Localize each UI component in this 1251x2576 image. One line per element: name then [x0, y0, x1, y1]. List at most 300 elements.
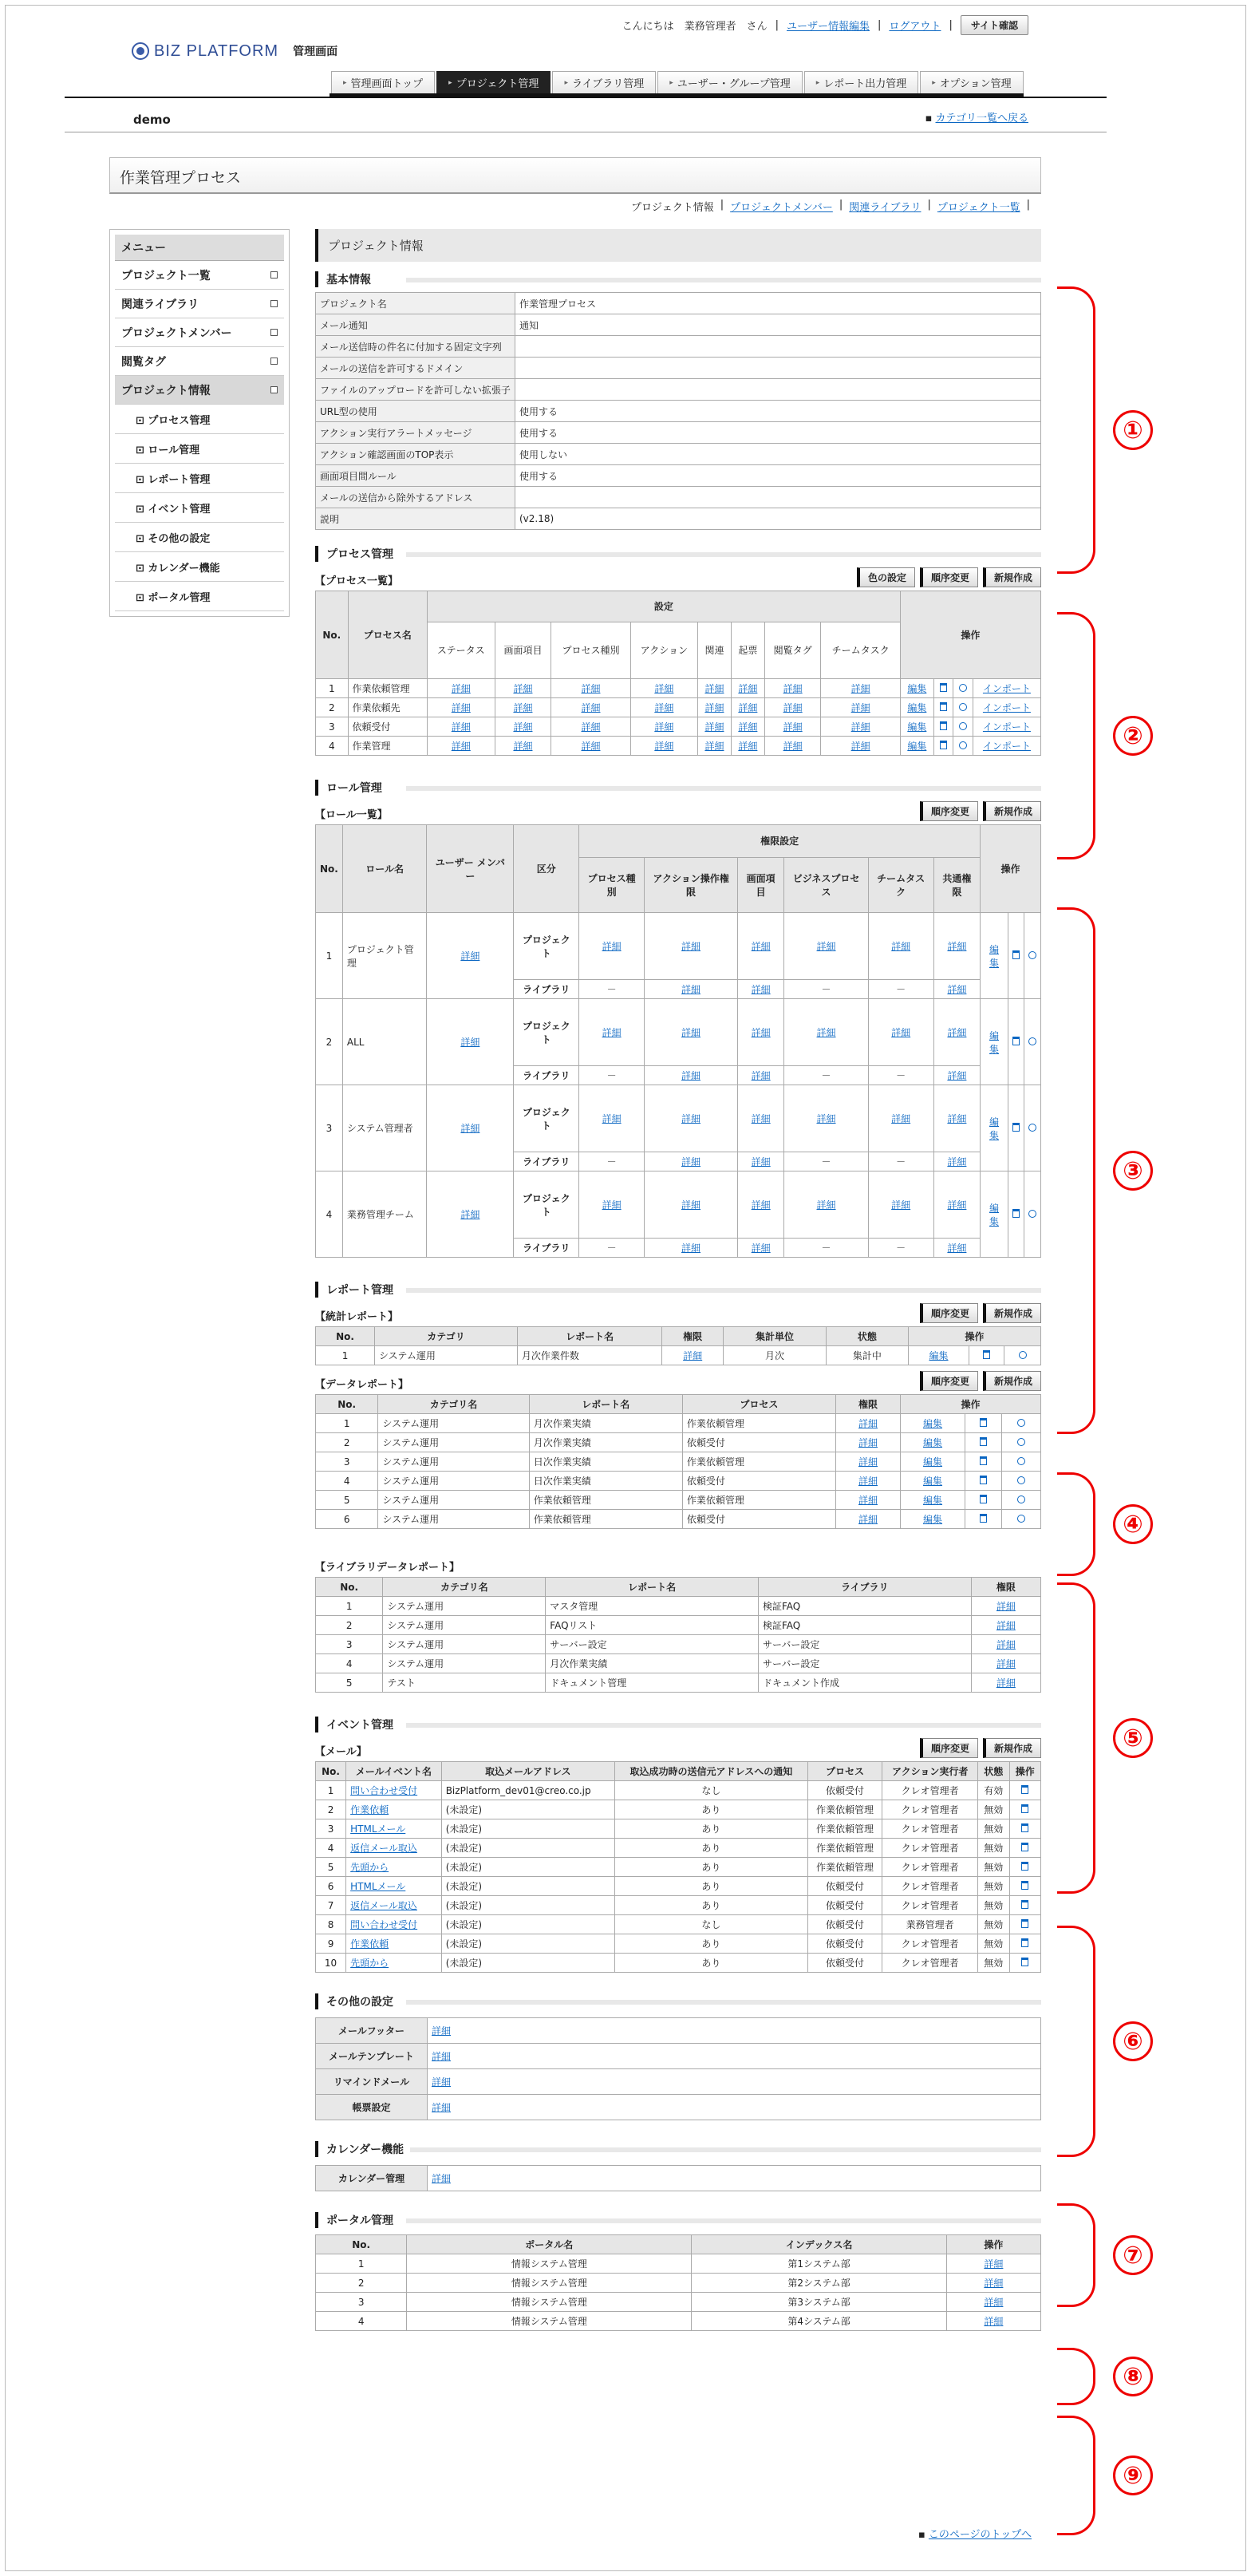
detail-cell: － — [579, 1066, 645, 1085]
detail-link[interactable]: 詳細 — [654, 741, 674, 752]
trash-icon[interactable] — [1021, 1881, 1028, 1890]
detail-link[interactable]: 詳細 — [858, 1495, 878, 1506]
copy-cell — [1024, 999, 1040, 1085]
detail-link[interactable]: 詳細 — [460, 1037, 480, 1048]
detail-link[interactable]: 詳細 — [858, 1514, 878, 1525]
detail-link[interactable]: 返信メール取込 — [350, 1900, 417, 1911]
detail-link[interactable]: 詳細 — [683, 1350, 703, 1361]
trash-icon[interactable] — [1021, 1938, 1028, 1947]
detail-link[interactable]: 詳細 — [704, 702, 724, 713]
gnav-item-3[interactable]: ▸ ユーザー・グループ管理 — [657, 71, 803, 93]
sidebar-subitem[interactable]: ⊡ その他の設定 — [115, 523, 284, 552]
column-subheader: 起票 — [731, 622, 764, 678]
detail-link[interactable]: 詳細 — [984, 2297, 1004, 2308]
detail-link[interactable]: 詳細 — [432, 2051, 452, 2062]
event-name[interactable] — [346, 1934, 442, 1954]
detail-link[interactable]: 作業依頼 — [350, 1938, 389, 1950]
detail-link[interactable]: 詳細 — [738, 702, 758, 713]
trash-icon[interactable] — [1021, 1862, 1028, 1871]
gnav-item-0[interactable]: ▸ 管理画面トップ — [331, 71, 435, 93]
table-row — [316, 1673, 1041, 1693]
detail-link[interactable]: 詳細 — [681, 1156, 701, 1167]
toolbar-button[interactable]: 新規作成 — [983, 801, 1041, 821]
detail-link[interactable]: インポート — [982, 721, 1031, 733]
table-cell — [1009, 1858, 1040, 1877]
detail-link[interactable]: 詳細 — [751, 1070, 771, 1081]
column-subheader: 画面項目 — [737, 857, 783, 912]
table-cell: 5 — [316, 1858, 346, 1877]
event-name[interactable] — [346, 1915, 442, 1934]
table-row — [316, 2018, 1041, 2044]
table-cell: 情報システム管理 — [407, 2312, 692, 2331]
detail-cell — [784, 913, 868, 980]
table-cell — [969, 1346, 1004, 1365]
table-cell: ドキュメント作成 — [758, 1673, 971, 1693]
trash-icon[interactable] — [1021, 1804, 1028, 1813]
detail-link[interactable]: 詳細 — [681, 1243, 701, 1254]
detail-link[interactable]: 詳細 — [681, 1070, 701, 1081]
separator: | — [720, 199, 724, 211]
copy-icon[interactable] — [959, 722, 967, 730]
header-row — [316, 591, 1041, 622]
sidebar-subitem[interactable]: ⊡ レポート管理 — [115, 464, 284, 493]
detail-link[interactable]: 詳細 — [681, 1027, 701, 1038]
subnav-link[interactable]: 関連ライブラリ — [849, 202, 921, 214]
detail-cell: － — [579, 980, 645, 999]
sidebar-subitem[interactable]: ⊡ ポータル管理 — [115, 582, 284, 611]
detail-link[interactable]: 詳細 — [984, 2278, 1004, 2289]
detail-link[interactable]: 編集 — [989, 1116, 1000, 1141]
detail-link[interactable]: 詳細 — [751, 984, 771, 995]
trash-icon[interactable] — [1021, 1900, 1028, 1909]
category-back-link[interactable]: カテゴリ一覧へ戻る — [935, 113, 1028, 124]
detail-link[interactable]: 詳細 — [783, 721, 803, 733]
copy-icon[interactable] — [1017, 1419, 1025, 1427]
table-cell — [1009, 1954, 1040, 1973]
sidebar-subitem[interactable]: ⊡ ロール管理 — [115, 434, 284, 464]
toolbar-button[interactable]: 新規作成 — [983, 1303, 1041, 1323]
table-cell: (未設定) — [441, 1934, 614, 1954]
detail-link[interactable]: 詳細 — [602, 1113, 622, 1124]
detail-link[interactable]: 詳細 — [858, 1456, 878, 1468]
table-cell — [965, 1452, 1002, 1472]
detail-link[interactable]: 編集 — [989, 1029, 1000, 1055]
toolbar — [315, 567, 1041, 587]
trash-icon[interactable] — [1021, 1843, 1028, 1851]
subnav-link[interactable]: プロジェクト一覧 — [937, 202, 1020, 214]
column-header: レポート名 — [546, 1578, 759, 1597]
detail-link[interactable]: 編集 — [923, 1456, 943, 1468]
detail-link[interactable]: 詳細 — [432, 2076, 452, 2088]
subsection-heading — [315, 1282, 1041, 1298]
table-cell: 4 — [316, 2312, 407, 2331]
trash-icon[interactable] — [980, 1514, 987, 1523]
field-label: 画面項目間ルール — [316, 465, 515, 487]
trash-icon[interactable] — [940, 683, 947, 692]
detail-link[interactable]: 詳細 — [460, 950, 480, 962]
list-label: 【統計レポート】 — [315, 1311, 399, 1323]
trash-icon[interactable] — [980, 1418, 987, 1427]
event-name[interactable] — [346, 1819, 442, 1839]
detail-cell — [821, 698, 900, 717]
trash-icon[interactable] — [1021, 1919, 1028, 1928]
detail-link[interactable]: 編集 — [907, 741, 927, 752]
table-cell: 依頼受付 — [807, 1781, 882, 1800]
event-name[interactable] — [346, 1800, 442, 1819]
detail-link[interactable]: 詳細 — [654, 721, 674, 733]
detail-link[interactable]: 詳細 — [654, 702, 674, 713]
detail-link[interactable]: 編集 — [907, 721, 927, 733]
annotation-brace — [1057, 2348, 1095, 2405]
page-top-link[interactable]: このページのトップへ — [928, 2529, 1032, 2541]
toolbar-button[interactable]: 色の設定 — [857, 567, 915, 587]
copy-icon[interactable] — [1017, 1476, 1025, 1484]
table-cell: 1 — [316, 1414, 378, 1433]
subsection-label: 基本情報 — [326, 274, 377, 286]
trash-icon[interactable] — [980, 1495, 987, 1503]
toolbar-button[interactable]: 順序変更 — [920, 1303, 978, 1323]
detail-link[interactable]: 詳細 — [816, 1113, 836, 1124]
sidebar-item[interactable] — [115, 318, 284, 347]
detail-link[interactable]: 詳細 — [783, 741, 803, 752]
detail-link[interactable]: 詳細 — [996, 1639, 1016, 1650]
subsection-label: その他の設定 — [326, 1996, 400, 2009]
detail-link[interactable]: 編集 — [923, 1495, 943, 1506]
buttons — [920, 1303, 1041, 1323]
trash-icon[interactable] — [1021, 1958, 1028, 1966]
detail-link[interactable]: 詳細 — [602, 941, 622, 952]
detail-link[interactable]: 詳細 — [850, 741, 870, 752]
copy-icon[interactable] — [1028, 1124, 1036, 1132]
sidebar-subitem[interactable]: ⊡ カレンダー機能 — [115, 552, 284, 582]
column-header: カテゴリ — [375, 1327, 518, 1346]
copy-icon[interactable] — [959, 684, 967, 692]
table-cell — [1009, 1839, 1040, 1858]
table-cell: なし — [615, 1915, 808, 1934]
detail-link[interactable]: 詳細 — [751, 1113, 771, 1124]
event-name[interactable] — [346, 1781, 442, 1800]
spacer — [315, 2228, 1041, 2234]
detail-link[interactable]: 詳細 — [602, 1199, 622, 1211]
sidebar-item[interactable] — [115, 347, 284, 376]
column-subheader: ステータス — [427, 622, 495, 678]
table-cell: クレオ管理者 — [882, 1800, 978, 1819]
table-row — [316, 1896, 1041, 1915]
detail-cell — [933, 1239, 980, 1258]
detail-link[interactable]: 詳細 — [432, 2102, 452, 2113]
table-cell: 月次作業実績 — [529, 1414, 682, 1433]
detail-link[interactable]: 問い合わせ受付 — [350, 1919, 418, 1930]
table-cell: 2 — [316, 1616, 383, 1635]
detail-link[interactable]: 詳細 — [751, 1243, 771, 1254]
member-cell — [427, 913, 514, 999]
gnav-item-1[interactable]: ▸ プロジェクト管理 — [436, 71, 551, 93]
separator: | — [839, 199, 843, 211]
detail-cell — [737, 1239, 783, 1258]
copy-icon[interactable] — [1028, 1210, 1036, 1218]
detail-link[interactable]: 詳細 — [581, 702, 601, 713]
trash-icon[interactable] — [1012, 1209, 1020, 1218]
detail-link[interactable]: 詳細 — [850, 721, 870, 733]
table-cell — [901, 1510, 965, 1529]
trash-icon[interactable] — [1012, 1037, 1020, 1045]
detail-link[interactable]: 先頭から — [350, 1958, 389, 1969]
table-cell: マスタ管理 — [546, 1597, 759, 1616]
detail-link[interactable]: 詳細 — [704, 721, 724, 733]
detail-link[interactable]: 詳細 — [451, 741, 471, 752]
detail-link[interactable]: 編集 — [923, 1418, 943, 1429]
detail-link[interactable]: 詳細 — [816, 1199, 836, 1211]
detail-link[interactable]: 詳細 — [513, 741, 533, 752]
detail-link[interactable]: 詳細 — [738, 741, 758, 752]
site-confirm-button[interactable]: サイト確認 — [961, 15, 1028, 35]
detail-link[interactable]: 詳細 — [751, 1027, 771, 1038]
trash-icon[interactable] — [1012, 950, 1020, 959]
table-cell — [965, 1491, 1002, 1510]
detail-link[interactable]: 詳細 — [891, 1199, 911, 1211]
detail-link[interactable]: 詳細 — [704, 683, 724, 694]
subnav-link[interactable]: プロジェクトメンバー — [730, 202, 833, 214]
table-row — [316, 293, 1041, 314]
table-cell: システム運用 — [378, 1452, 529, 1472]
toolbar-button[interactable]: 順序変更 — [920, 567, 978, 587]
event-name[interactable] — [346, 1858, 442, 1877]
trash-icon[interactable] — [1012, 1123, 1020, 1132]
detail-link[interactable]: 詳細 — [947, 1243, 967, 1254]
delete-cell — [933, 679, 953, 698]
detail-link[interactable]: 詳細 — [996, 1601, 1016, 1612]
detail-link[interactable]: 詳細 — [681, 941, 701, 952]
detail-link[interactable]: 詳細 — [432, 2173, 452, 2184]
row-number: 2 — [316, 999, 343, 1085]
detail-link[interactable]: 返信メール取込 — [350, 1843, 417, 1854]
edit-cell — [981, 1085, 1008, 1171]
detail-link[interactable]: 詳細 — [947, 1070, 967, 1081]
detail-link[interactable]: 問い合わせ受付 — [350, 1785, 418, 1796]
detail-link[interactable]: 詳細 — [816, 1027, 836, 1038]
portal-table — [315, 2234, 1041, 2331]
toolbar-button[interactable]: 順序変更 — [920, 1371, 978, 1391]
table-cell: あり — [615, 1839, 808, 1858]
delete-cell — [933, 717, 953, 737]
table-row — [316, 2254, 1041, 2274]
copy-icon[interactable] — [1028, 951, 1036, 959]
trash-icon[interactable] — [980, 1476, 987, 1484]
event-name[interactable] — [346, 1896, 442, 1915]
copy-icon[interactable] — [1017, 1438, 1025, 1446]
sidebar-subitem[interactable]: ⊡ プロセス管理 — [115, 405, 284, 434]
annotation-number: ④ — [1113, 1504, 1153, 1544]
detail-cell — [731, 679, 764, 698]
detail-link[interactable]: 詳細 — [513, 721, 533, 733]
detail-link[interactable]: 詳細 — [738, 683, 758, 694]
trash-icon[interactable] — [1021, 1785, 1028, 1794]
copy-icon[interactable] — [1028, 1037, 1036, 1045]
detail-link[interactable]: 詳細 — [738, 721, 758, 733]
table-cell: テスト — [383, 1673, 546, 1693]
detail-link[interactable]: 詳細 — [704, 741, 724, 752]
detail-link[interactable]: 詳細 — [602, 1027, 622, 1038]
copy-icon[interactable] — [959, 741, 967, 749]
column-header: 取込メールアドレス — [441, 1762, 614, 1781]
detail-link[interactable]: 詳細 — [891, 941, 911, 952]
trash-icon[interactable] — [983, 1350, 990, 1359]
detail-link[interactable]: 詳細 — [513, 702, 533, 713]
detail-link[interactable]: 詳細 — [858, 1437, 878, 1448]
detail-link[interactable]: HTMLメール — [350, 1881, 406, 1892]
detail-link[interactable]: 編集 — [989, 943, 1000, 969]
detail-link[interactable]: 編集 — [989, 1202, 1000, 1227]
column-header: 状態 — [978, 1762, 1009, 1781]
detail-link[interactable]: 詳細 — [654, 683, 674, 694]
detail-link[interactable]: 詳細 — [947, 1027, 967, 1038]
detail-link[interactable]: 詳細 — [984, 2316, 1004, 2327]
column-header: ポータル名 — [407, 2235, 692, 2254]
sidebar-item[interactable] — [115, 290, 284, 318]
detail-link[interactable]: 詳細 — [984, 2258, 1004, 2270]
table-row — [316, 1472, 1041, 1491]
event-name[interactable] — [346, 1954, 442, 1973]
detail-link[interactable]: 編集 — [907, 683, 927, 694]
detail-link[interactable]: 詳細 — [850, 702, 870, 713]
detail-link[interactable]: 編集 — [907, 702, 927, 713]
detail-link[interactable]: 編集 — [923, 1437, 943, 1448]
table-cell: BizPlatform_dev01@creo.co.jp — [441, 1781, 614, 1800]
detail-link[interactable]: 詳細 — [996, 1658, 1016, 1669]
detail-link[interactable]: 詳細 — [947, 941, 967, 952]
toolbar-button[interactable]: 順序変更 — [920, 801, 978, 821]
logout-link[interactable]: ログアウト — [889, 21, 941, 33]
detail-link[interactable]: 詳細 — [581, 683, 601, 694]
table-cell: 業務管理者 — [882, 1915, 978, 1934]
copy-icon[interactable] — [1019, 1351, 1027, 1359]
menu-heading: メニュー — [115, 235, 284, 261]
detail-link[interactable]: 詳細 — [681, 1113, 701, 1124]
detail-link[interactable]: 詳細 — [947, 1113, 967, 1124]
detail-cell — [428, 2095, 1041, 2120]
toolbar-button[interactable]: 新規作成 — [983, 1738, 1041, 1758]
detail-link[interactable]: 詳細 — [751, 1199, 771, 1211]
detail-link[interactable]: 詳細 — [783, 683, 803, 694]
detail-link[interactable]: 詳細 — [681, 1199, 701, 1211]
detail-cell: － — [868, 1066, 933, 1085]
sidebar-subitem[interactable]: ⊡ イベント管理 — [115, 493, 284, 523]
copy-icon[interactable] — [1017, 1457, 1025, 1465]
table-cell: サーバー設定 — [758, 1654, 971, 1673]
gnav-item-4[interactable]: ▸ レポート出力管理 — [804, 71, 919, 93]
detail-link[interactable]: HTMLメール — [350, 1823, 406, 1835]
sidebar-item[interactable] — [115, 376, 284, 405]
user-edit-link[interactable]: ユーザー情報編集 — [787, 21, 870, 33]
trash-icon[interactable] — [1021, 1823, 1028, 1832]
detail-link[interactable]: 詳細 — [816, 941, 836, 952]
event-name[interactable] — [346, 1839, 442, 1858]
copy-icon[interactable] — [959, 703, 967, 711]
detail-link[interactable]: 編集 — [923, 1514, 943, 1525]
column-header: No. — [316, 1395, 378, 1414]
toolbar-button[interactable]: 新規作成 — [983, 567, 1041, 587]
detail-link[interactable]: 詳細 — [451, 683, 471, 694]
trash-icon[interactable] — [980, 1456, 987, 1465]
detail-link[interactable]: 詳細 — [783, 702, 803, 713]
detail-link[interactable]: 詳細 — [850, 683, 870, 694]
detail-link[interactable]: 詳細 — [681, 984, 701, 995]
detail-link[interactable]: 詳細 — [751, 1156, 771, 1167]
column-header: 設定 — [427, 591, 900, 622]
detail-link[interactable]: 詳細 — [513, 683, 533, 694]
detail-cell — [579, 1085, 645, 1152]
trash-icon[interactable] — [980, 1437, 987, 1446]
table-row — [316, 1915, 1041, 1934]
detail-link[interactable]: 詳細 — [451, 721, 471, 733]
column-subheader: 関連 — [697, 622, 731, 678]
gnav-item-5[interactable]: ▸ オプション管理 — [920, 71, 1023, 93]
detail-link[interactable]: 詳細 — [858, 1476, 878, 1487]
detail-link[interactable]: 編集 — [929, 1350, 949, 1361]
sidebar-item[interactable] — [115, 261, 284, 290]
detail-link[interactable]: 詳細 — [947, 1199, 967, 1211]
detail-link[interactable]: 詳細 — [858, 1418, 878, 1429]
detail-link[interactable]: 詳細 — [451, 702, 471, 713]
toolbar-button[interactable]: 順序変更 — [920, 1738, 978, 1758]
detail-link[interactable]: 先頭から — [350, 1862, 389, 1873]
copy-icon[interactable] — [1017, 1515, 1025, 1523]
table-cell: 作業依頼管理 — [807, 1800, 882, 1819]
detail-link[interactable]: インポート — [982, 683, 1031, 694]
detail-link[interactable]: 詳細 — [460, 1209, 480, 1220]
event-name[interactable] — [346, 1877, 442, 1896]
copy-icon[interactable] — [1017, 1495, 1025, 1503]
detail-link[interactable]: 詳細 — [996, 1620, 1016, 1631]
detail-link[interactable]: 作業依頼 — [350, 1804, 389, 1815]
trash-icon[interactable] — [940, 721, 947, 730]
detail-link[interactable]: 詳細 — [996, 1677, 1016, 1689]
process-name: 作業依頼管理 — [348, 679, 427, 698]
setting-label: メールフッター — [316, 2018, 428, 2044]
detail-link[interactable]: 詳細 — [460, 1123, 480, 1134]
table-cell: 無効 — [978, 1954, 1009, 1973]
table-row — [316, 2312, 1041, 2331]
detail-link[interactable]: 編集 — [923, 1476, 943, 1487]
column-header: メールイベント名 — [346, 1762, 442, 1781]
trash-icon[interactable] — [940, 702, 947, 711]
gnav-item-2[interactable]: ▸ ライブラリ管理 — [552, 71, 656, 93]
table-cell: 第1システム部 — [692, 2254, 946, 2274]
detail-cell — [868, 913, 933, 980]
detail-link[interactable]: 詳細 — [947, 1156, 967, 1167]
table-cell: 8 — [316, 1915, 346, 1934]
detail-link[interactable]: 詳細 — [581, 721, 601, 733]
detail-cell — [645, 913, 738, 980]
detail-cell — [737, 1171, 783, 1239]
table-cell: システム運用 — [378, 1472, 529, 1491]
detail-link[interactable]: 詳細 — [432, 2025, 452, 2037]
detail-link[interactable]: インポート — [982, 741, 1031, 752]
toolbar-button[interactable]: 新規作成 — [983, 1371, 1041, 1391]
trash-icon[interactable] — [940, 741, 947, 749]
detail-link[interactable]: 詳細 — [891, 1113, 911, 1124]
detail-link[interactable]: 詳細 — [581, 741, 601, 752]
detail-cell — [428, 2069, 1041, 2095]
annotation-brace — [1057, 1926, 1095, 2157]
detail-link[interactable]: 詳細 — [891, 1027, 911, 1038]
detail-link[interactable]: 詳細 — [947, 984, 967, 995]
detail-link[interactable]: インポート — [982, 702, 1031, 713]
table-row — [316, 336, 1041, 358]
detail-link[interactable]: 詳細 — [751, 941, 771, 952]
list-label: 【データレポート】 — [315, 1379, 409, 1391]
buttons — [920, 1371, 1041, 1391]
